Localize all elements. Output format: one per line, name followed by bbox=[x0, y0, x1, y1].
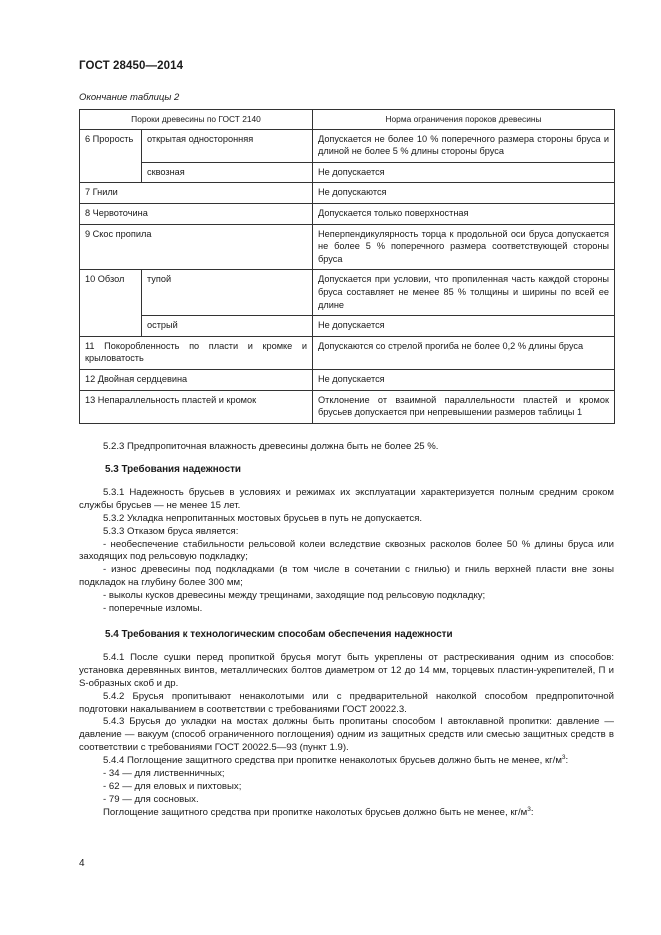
table-caption: Окончание таблицы 2 bbox=[79, 92, 180, 103]
norm-cell: Неперпендикулярность торца к продольной оси бруса допускается не более 5 % поперечного размера соответствующей стороны бруса bbox=[313, 224, 615, 270]
norm-cell: Не допускается bbox=[313, 162, 615, 183]
list-item: - необеспечение стабильности рельсовой колеи вследствие сквозных расколов более 50 % длины бруса или заходящих под рельсовую подкладку; bbox=[79, 538, 614, 563]
list-item: - 62 — для еловых и пихтовых; bbox=[103, 780, 242, 792]
defect-cell: 10 Обзол bbox=[80, 270, 142, 336]
norm-cell: Отклонение от взаимной параллельности пластей и кромок брусьев допускается при непревышении размеров таблицы 1 bbox=[313, 390, 615, 423]
norm-cell: Допускается только поверхностная bbox=[313, 203, 615, 224]
paragraph-absorption-text: Поглощение защитного средства при пропитке наколотых брусьев должно быть не менее, кг/м bbox=[103, 806, 528, 818]
defect-cell: 11 Покоробленность по пласти и кромке и крыловатость bbox=[80, 336, 313, 369]
norm-cell: Допускается не более 10 % поперечного размера стороны бруса и длиной не более 5 % длины стороны бруса bbox=[313, 129, 615, 162]
table-row bbox=[80, 270, 615, 316]
paragraph-5-3-1: 5.3.1 Надежность брусьев в условиях и режимах их эксплуатации характеризуется полным средним сроком службы брусьев — не менее 15 лет. bbox=[79, 486, 614, 511]
punctuation: : bbox=[565, 755, 569, 767]
punctuation: : bbox=[530, 806, 534, 818]
paragraph-5-4-2: 5.4.2 Брусья пропитывают ненаколотыми или с предварительной наколкой способом предпропиточной подготовки накалыванием в соответствии с требованиями ГОСТ 20022.3. bbox=[79, 690, 614, 715]
table-row bbox=[80, 129, 615, 162]
norm-cell: Не допускается bbox=[313, 369, 615, 390]
norm-cell: Не допускаются bbox=[313, 183, 615, 204]
heading-5-3: 5.3 Требования надежности bbox=[105, 464, 241, 475]
paragraph-5-4-4 bbox=[79, 755, 614, 768]
subtype-cell: острый bbox=[142, 316, 313, 337]
table-row bbox=[80, 390, 615, 423]
table-row bbox=[80, 336, 615, 369]
paragraph-5-3-2: 5.3.2 Укладка непропитанных мостовых брусьев в путь не допускается. bbox=[103, 512, 423, 524]
table-row bbox=[80, 183, 615, 204]
table-row bbox=[80, 316, 615, 337]
norm-cell: Допускаются со стрелой прогиба не более 0,2 % длины бруса bbox=[313, 336, 615, 369]
defect-cell: 12 Двойная сердцевина bbox=[80, 369, 313, 390]
list-item: - выколы кусков древесины между трещинами, заходящие под рельсовую подкладку; bbox=[103, 590, 486, 602]
defect-cell: 9 Скос пропила bbox=[80, 224, 313, 270]
header-norm: Норма ограничения пороков древесины bbox=[313, 110, 615, 130]
paragraph-5-2-3: 5.2.3 Предпропиточная влажность древесины должна быть не более 25 %. bbox=[103, 441, 439, 452]
paragraph-absorption bbox=[79, 807, 614, 820]
subtype-cell: тупой bbox=[142, 270, 313, 316]
norm-cell: Допускается при условии, что пропиленная часть каждой стороны бруса составляет не менее 85 % толщины и ширины по всей ее длине bbox=[313, 270, 615, 316]
list-item: - 34 — для лиственничных; bbox=[103, 768, 225, 780]
table-header-row bbox=[80, 110, 615, 130]
section-5-3 bbox=[79, 464, 614, 616]
paragraph-5-4-1: 5.4.1 После сушки перед пропиткой брусья могут быть укреплены от растрескивания одним из способов: установка деревянных винтов, металлических болтов диаметром от 12 до 14 мм, торцевых пластин-укрепителей, П и S-образных скоб и др. bbox=[79, 651, 614, 689]
list-item: - 79 — для сосновых. bbox=[103, 793, 199, 805]
heading-5-4: 5.4 Требования к технологическим способам обеспечения надежности bbox=[105, 629, 453, 640]
paragraph-5-4-3: 5.4.3 Брусья до укладки на мостах должны быть пропитаны способом I автоклавной пропитки: давление — давление — вакуум (способ ограниченного поглощения) одним из защитных средств или смесью защитных средств в соответствии с требованиями ГОСТ 20022.5—93 (пункт 1.9). bbox=[79, 716, 614, 754]
superscript: 3 bbox=[561, 753, 566, 761]
subtype-cell: сквозная bbox=[142, 162, 313, 183]
table-row bbox=[80, 369, 615, 390]
superscript: 3 bbox=[527, 805, 531, 813]
table-row bbox=[80, 224, 615, 270]
paragraph-5-4-4-text: 5.4.4 Поглощение защитного средства при пропитке ненаколотых брусьев должно быть не менее, кг/м bbox=[103, 755, 562, 767]
defect-cell: 8 Червоточина bbox=[80, 203, 313, 224]
paragraph-5-3-3: 5.3.3 Отказом бруса является: bbox=[103, 525, 239, 537]
defects-table bbox=[79, 109, 615, 424]
defect-cell: 6 Прорость bbox=[80, 129, 142, 183]
list-item: - поперечные изломы. bbox=[103, 603, 203, 615]
table-row bbox=[80, 162, 615, 183]
defect-cell: 7 Гнили bbox=[80, 183, 313, 204]
header-defects: Пороки древесины по ГОСТ 2140 bbox=[80, 110, 313, 130]
page-number: 4 bbox=[79, 858, 85, 869]
section-5-4 bbox=[79, 629, 614, 820]
list-item: - износ древесины под подкладками (в том числе в сочетании с гнилью) и гниль верхней пласти вне зоны подкладок на глубину более 300 мм; bbox=[79, 564, 614, 589]
defect-cell: 13 Непараллельность пластей и кромок bbox=[80, 390, 313, 423]
section-5-2-3 bbox=[79, 441, 614, 454]
subtype-cell: открытая односторонняя bbox=[142, 129, 313, 162]
standard-header: ГОСТ 28450—2014 bbox=[79, 60, 184, 72]
norm-cell: Не допускается bbox=[313, 316, 615, 337]
table-row bbox=[80, 203, 615, 224]
